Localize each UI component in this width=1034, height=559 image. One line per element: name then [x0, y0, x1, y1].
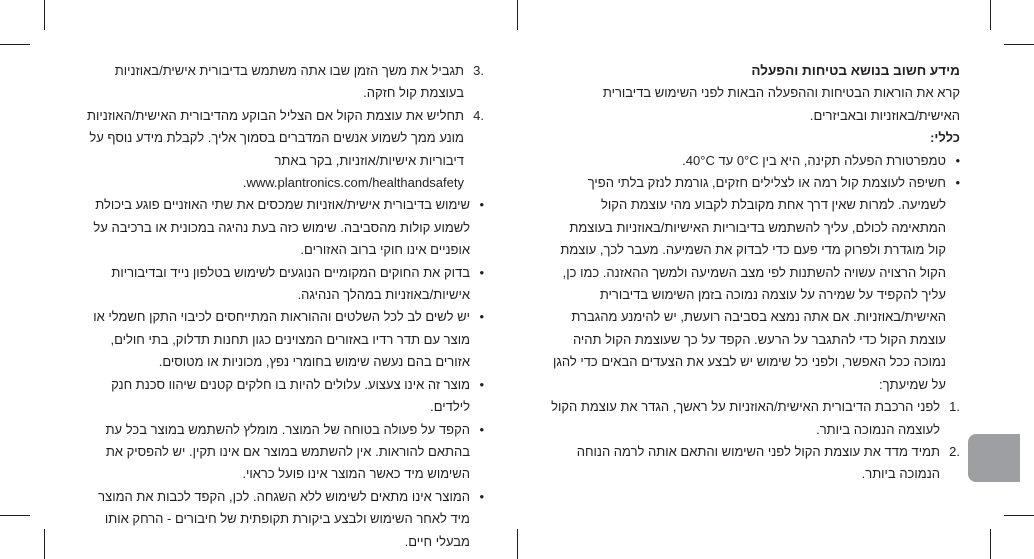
crop-mark-bottom-left	[44, 529, 45, 559]
step-text: תחליש את עוצמת הקול אם הצליל הבוקע מהדיבורית האישית/האוזניות מונע ממך לשמוע אנשים המדברים בסמוך אליך. לקבלת מידע נוסף על דיבוריות אישיות/אוזניות, בקר באתר www.plantronics.com/healthandsafety.	[87, 107, 464, 191]
bullet-item: • חשיפה לעוצמת קול רמה או לצלילים חזקים, גורמת לנזק בלתי הפיך לשמיעה. למרות שאין דרך אחת מקובלת לקבוע מהי עוצמת הקול המתאימה לכולם, עליך להשתמש בדיבוריות האישיות/באוזניות בעוצמת קול מוגדרת ולפרוק מדי פעם כדי לבדוק את השמיעה. מעבר לכך, עוצמת הקול הרצויה עשויה להשתנות לפי מצב השמיעה ולמשך ההאזנה. כמו כן, עליך להקפיד על שמירה על עוצמה נמוכה בזמן השימוש בדיבורית האישית/באוזניות. אם אתה נמצא בסביבה רועשת, יש להימנע מהגברת עוצמת הקול כדי להתגבר על הרעש. הקפד על כך שעוצמת הקול תהיה נמוכה ככל האפשר, ולפני כל שימוש יש לבצע את הצעדים הבאים כדי להגן על שמיעתך:	[548, 172, 960, 396]
left-page-column	[76, 60, 484, 553]
crop-mark-top-center	[517, 0, 518, 30]
numbered-step	[76, 60, 484, 105]
crop-mark-right-top	[1004, 44, 1034, 45]
bullet-item: • המוצר אינו מתאים לשימוש ללא השגחה. לכן, הקפד לכבות את המוצר מיד לאחר השימוש ולבצע ביקורת תקופתית של חיבורים - הרחק אותו מבעלי חיים.	[76, 486, 484, 553]
step-number: 4.	[473, 107, 484, 123]
step-text: תמיד מדד את עוצמת הקול לפני השימוש והתאם אותה לרמה הנוחה הנמוכה ביותר.	[576, 443, 940, 482]
section-side-tab	[968, 434, 1020, 482]
numbered-step	[548, 441, 960, 486]
numbered-step	[76, 105, 484, 195]
step-text: תגביל את משך הזמן שבו אתה משתמש בדיבורית אישית/באוזניות בעוצמת קול חזקה.	[114, 63, 464, 101]
crop-mark-left-bottom	[0, 515, 30, 516]
step-number: 3.	[473, 63, 484, 78]
bullet-item: • הקפד על פעולה בטוחה של המוצר. מומלץ להשתמש במוצר בכל עת בהתאם להוראות. אין להשתמש במוצר אם אינו תקין. יש להפסיק את השימוש מיד כאשר המוצר אינו פועל כראוי.	[76, 419, 484, 486]
crop-mark-left-top	[0, 44, 30, 45]
bullet-item: • שימוש בדיבורית אישית/אוזניות שמכסים את שתי האוזניים פוגע ביכולת לשמוע קולות מהסביבה. שימוש כזה בעת נהיגה במכונית או ברכיבה על אופניים אינו חוקי ברוב האזורים.	[76, 194, 484, 261]
crop-mark-right-bottom	[1004, 515, 1034, 516]
bullet-item: • טמפרטורת הפעלה תקינה, היא בין 0°C עד 40°C.	[548, 150, 960, 172]
bullet-item: • בדוק את החוקים המקומיים הנוגעים לשימוש בטלפון נייד ובדיבוריות אישיות/באוזניות במהלך הנהיגה.	[76, 262, 484, 307]
safety-intro: קרא את הוראות הבטיחות וההפעלה הבאות לפני השימוש בדיבורית האישית/באוזניות ובאביזרים.	[602, 85, 960, 123]
step-number: 1.	[949, 399, 960, 415]
crop-mark-bottom-right	[990, 529, 991, 559]
crop-mark-bottom-center	[517, 529, 518, 559]
right-page-column	[548, 60, 960, 486]
general-heading: כללי:	[930, 130, 960, 146]
bullet-item: • מוצר זה אינו צעצוע. עלולים להיות בו חלקים קטנים שיהוו סכנת חנק לילדים.	[76, 374, 484, 419]
step-number: 2.	[949, 443, 960, 459]
crop-mark-top-left	[44, 0, 45, 30]
bullet-item: • יש לשים לב לכל השלטים וההוראות המתייחסים לכיבוי התקן חשמלי או מוצר עם תדר רדיו באזורים המצוינים כגון תחנות תדלוק, בתי חולים, אזורים בהם נעשה שימוש בחומרי נפץ, מכוניות או מטוסים.	[76, 306, 484, 373]
numbered-step	[548, 396, 960, 441]
step-text: לפני הרכבת הדיבורית האישית/האוזניות על ראשך, הגדר את עוצמת הקול לעוצמה הנמוכה ביותר.	[551, 399, 940, 437]
safety-title: מידע חשוב בנושא בטיחות והפעלה	[751, 63, 960, 78]
crop-mark-top-right	[990, 0, 991, 30]
